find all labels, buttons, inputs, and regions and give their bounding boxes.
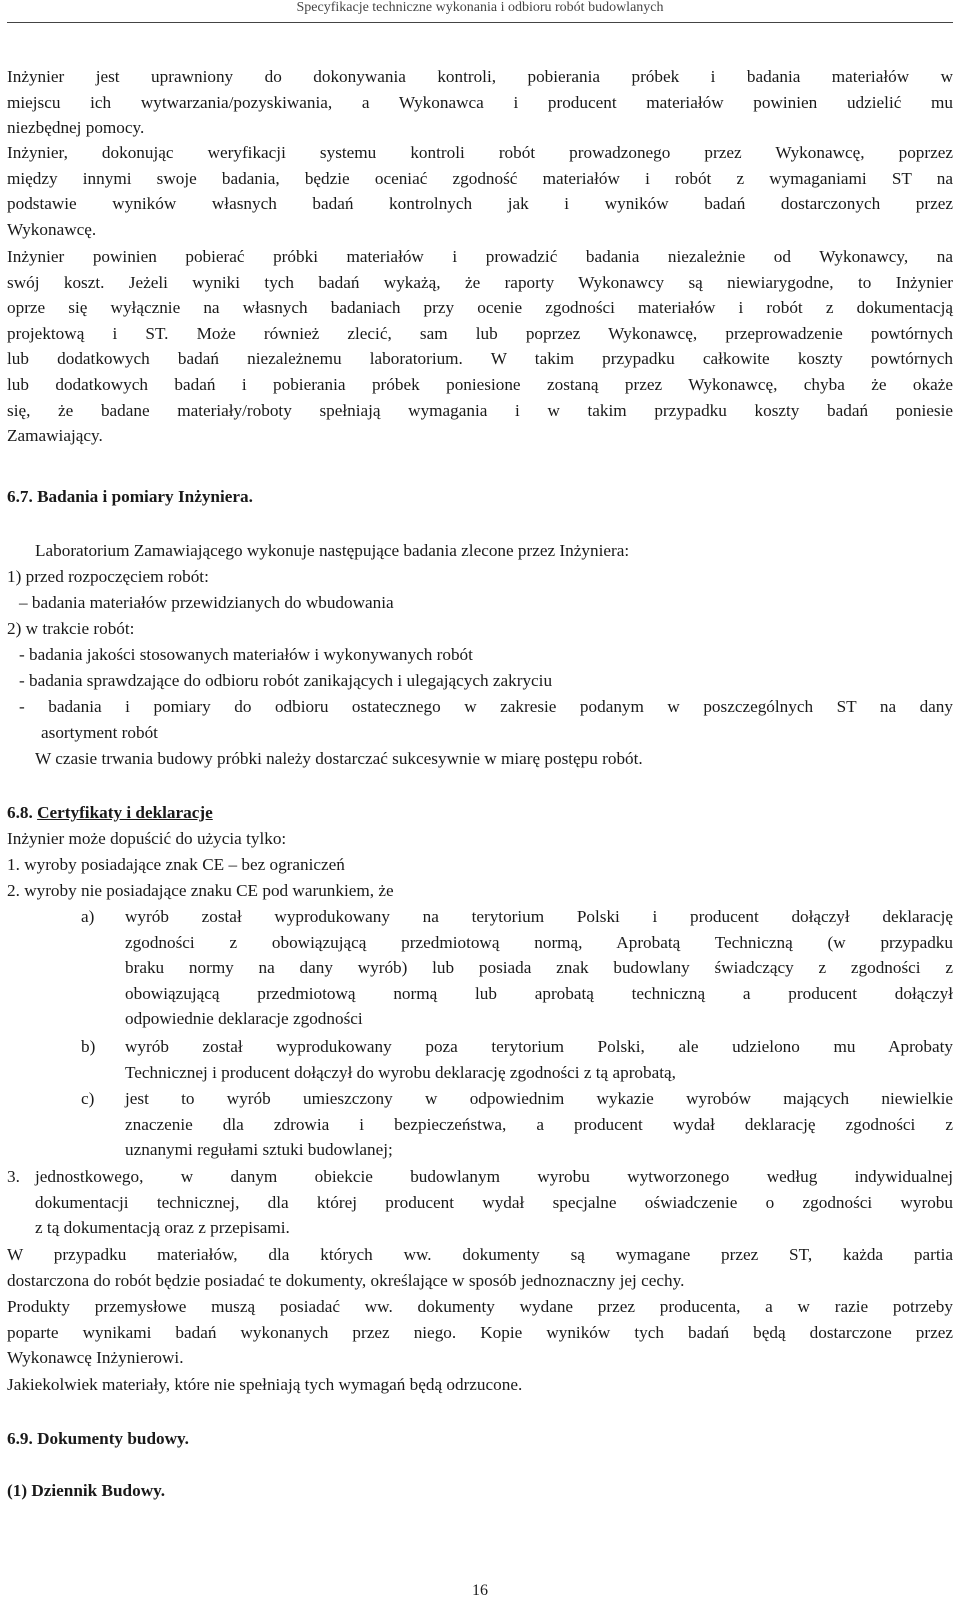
text-line: poparte wynikami badań wykonanych przez niego. Kopie wyników tych badań będą dostarczone przez <box>7 1322 953 1342</box>
text-line: projektową i ST. Może również zlecić, sam lub poprzez Wykonawcę, przeprowadzenie powtórnych <box>7 323 953 343</box>
list-item: 1. wyroby posiadające znak CE – bez ograniczeń <box>7 855 345 874</box>
text-line: wyrób został wyprodukowany na terytorium Polski i producent dołączył deklarację <box>125 907 953 926</box>
list-item: 1) przed rozpoczęciem robót: <box>7 567 209 586</box>
text-line: braku normy na dany wyrób) lub posiada znak budowlany świadczący z zgodności z <box>125 958 953 978</box>
text-line: Produkty przemysłowe muszą posiadać ww. dokumenty wydane przez producenta, a w razie potrzeby <box>7 1297 953 1316</box>
paragraph-rejection: Jakiekolwiek materiały, które nie spełniają tych wymagań będą odrzucone. <box>7 1375 523 1394</box>
list-item: 2) w trakcie robót: <box>7 619 135 638</box>
text-line: Inżynier powinien pobierać próbki materiałów i prowadzić badania niezależnie od Wykonawcy, na <box>7 247 953 266</box>
paragraph-independent-testing <box>7 244 953 449</box>
paragraph-inspection-rights <box>7 64 953 141</box>
text-line: oprze się wyłącznie na własnych badaniach przy ocenie zgodności materiałów i robót z dokumentacją <box>7 298 953 318</box>
text-line: Zamawiający. <box>7 426 103 446</box>
list-label: c) <box>81 1089 95 1108</box>
text-line: lub dodatkowych badań i pobierania próbek poniesione zostaną przez Wykonawcę, chyba że okaże <box>7 374 953 394</box>
paragraph-industrial-products <box>7 1294 953 1371</box>
heading-title: Certyfikaty i deklaracje <box>37 803 213 822</box>
text-line: niezbędnej pomocy. <box>7 118 145 138</box>
text-line: się, że badane materiały/roboty spełniają wymagania i w takim przypadku koszty badań poniesie <box>7 400 953 420</box>
closing-note: W czasie trwania budowy próbki należy dostarczać sukcesywnie w miarę postępu robót. <box>35 749 643 768</box>
paragraph-batch-documents <box>7 1242 953 1293</box>
text-line: dostarczona do robót będzie posiadać te dokumenty, określające w sposób jednoznaczny jej cechy. <box>7 1270 685 1290</box>
text-line: między innymi swoje badania, będzie oceniać zgodność materiałów i robót z wymaganiami ST na <box>7 168 953 188</box>
list-item-3 <box>35 1164 953 1241</box>
page-number: 16 <box>472 1582 488 1599</box>
text-line: swój koszt. Jeżeli wyniki tych badań wykażą, że raporty Wykonawcy są niewiarygodne, to Inżynier <box>7 272 953 292</box>
list-sub-item: – badania materiałów przewidzianych do wbudowania <box>19 593 394 612</box>
text-line: Technicznej i producent dołączył do wyrobu deklarację zgodności z tą aprobatą, <box>125 1062 676 1082</box>
paragraph-verification <box>7 140 953 242</box>
list-sub-item: - badania jakości stosowanych materiałów i wykonywanych robót <box>19 645 473 664</box>
list-label: a) <box>81 907 95 926</box>
list-sub-item: - badania sprawdzające do odbioru robót zanikających i ulegających zakryciu <box>19 671 553 690</box>
text-line: miejscu ich wytwarzania/pozyskiwania, a Wykonawca i producent materiałów powinien udzielić mu <box>7 92 953 112</box>
text-line: dokumentacji technicznej, dla której producent wydał specjalne oświadczenie o zgodności wyrobu <box>35 1192 953 1212</box>
sub-item-a <box>125 904 953 1032</box>
running-header <box>7 0 953 23</box>
text-line: jest to wyrób umieszczony w odpowiednim wykazie wyrobów mających niewielkie <box>125 1089 953 1108</box>
header-title: Specyfikacje techniczne wykonania i odbioru robót budowlanych <box>296 0 664 15</box>
text-line: znaczenie dla zdrowia i bezpieczeństwa, a producent wydał deklarację zgodności z <box>125 1114 953 1134</box>
lab-intro: Laboratorium Zamawiającego wykonuje następujące badania zlecone przez Inżyniera: <box>35 541 630 560</box>
certs-intro: Inżynier może dopuścić do użycia tylko: <box>7 829 287 848</box>
text-line: wyrób został wyprodukowany poza terytorium Polski, ale udzielono mu Aprobaty <box>125 1037 953 1056</box>
section-heading-6-8 <box>7 800 213 826</box>
text-line: odpowiednie deklaracje zgodności <box>125 1009 363 1029</box>
text-line: Wykonawcę Inżynierowi. <box>7 1348 184 1368</box>
list-sub-item-continuation: asortyment robót <box>41 723 158 742</box>
text-line: W przypadku materiałów, dla których ww. dokumenty są wymagane przez ST, każda partia <box>7 1245 953 1264</box>
section-heading-6-7: 6.7. Badania i pomiary Inżyniera. <box>7 487 253 506</box>
text-line: podstawie wyników własnych badań kontrolnych jak i wyników badań dostarczonych przez <box>7 194 953 214</box>
section-heading-6-9: 6.9. Dokumenty budowy. <box>7 1429 189 1448</box>
list-label: b) <box>81 1037 96 1056</box>
list-label: 3. <box>7 1167 20 1186</box>
list-sub-item <box>19 694 953 720</box>
text-line: uznanymi regułami sztuki budowlanej; <box>125 1140 393 1160</box>
text-line: Inżynier, dokonując weryfikacji systemu kontroli robót prowadzonego przez Wykonawcę, poprzez <box>7 143 953 162</box>
text-line: Inżynier jest uprawniony do dokonywania kontroli, pobierania próbek i badania materiałów w <box>7 67 953 86</box>
list-item: 2. wyroby nie posiadające znaku CE pod warunkiem, że <box>7 881 394 900</box>
sub-item-c <box>125 1086 953 1163</box>
text-line: zgodności z obowiązującą przedmiotową normą, Aprobatą Techniczną (w przypadku <box>125 932 953 952</box>
sub-item-b <box>125 1034 953 1085</box>
text-line: z tą dokumentacją oraz z przepisami. <box>35 1218 290 1238</box>
heading-number: 6.8. <box>7 803 38 822</box>
text-line: lub dodatkowych badań niezależnemu laboratorium. W takim przypadku całkowite koszty powtórnych <box>7 349 953 369</box>
text-line: - badania i pomiary do odbioru ostatecznego w zakresie podanym w poszczególnych ST na dany <box>19 697 953 716</box>
sub-heading-site-diary: (1) Dziennik Budowy. <box>7 1481 166 1500</box>
text-line: jednostkowego, w danym obiekcie budowlanym wyrobu wytworzonego według indywidualnej <box>35 1167 953 1186</box>
text-line: Wykonawcę. <box>7 219 97 239</box>
text-line: obowiązującą przedmiotową normą lub aprobatą techniczną a producent dołączył <box>125 983 953 1003</box>
